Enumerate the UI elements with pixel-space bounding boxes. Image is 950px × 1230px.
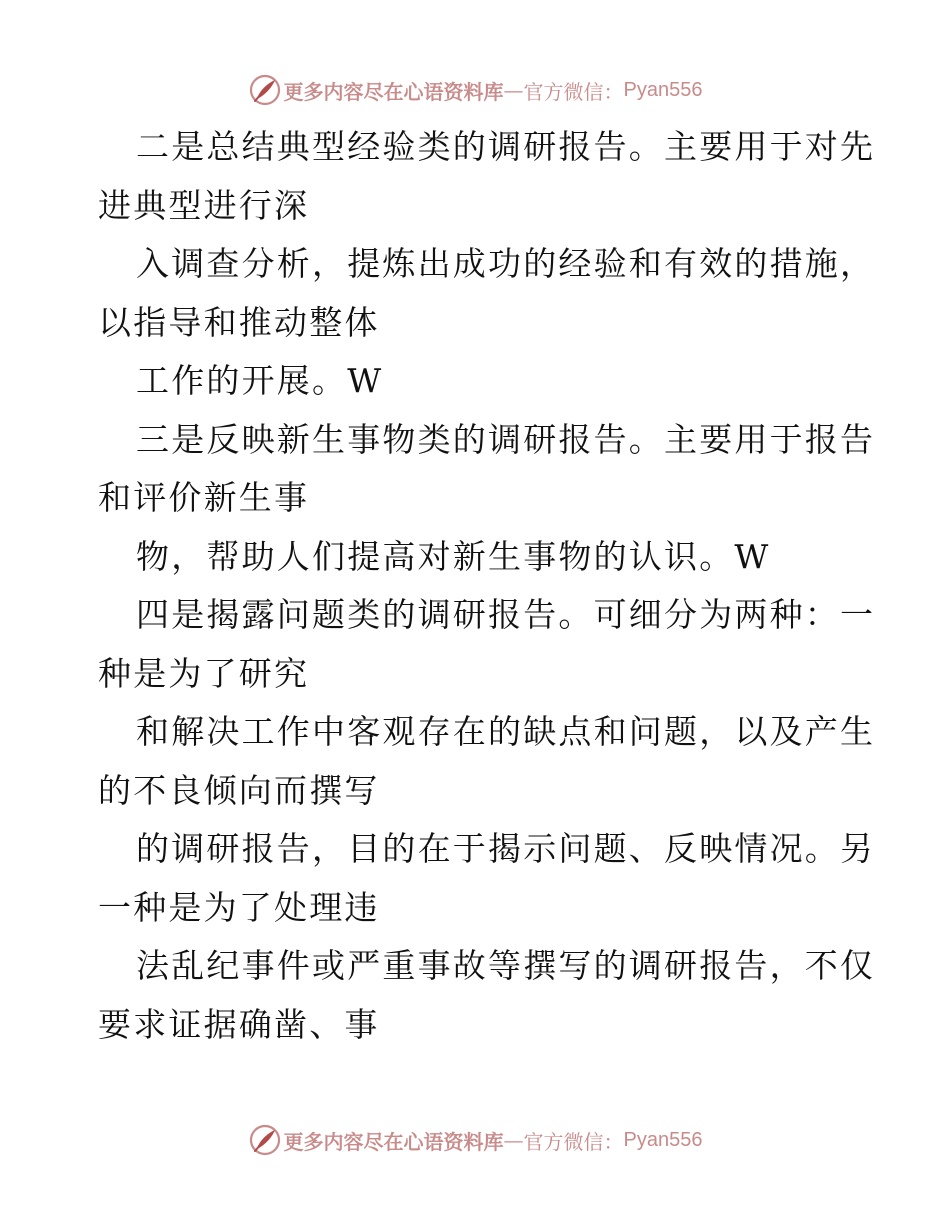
watermark-label: 官方微信：: [523, 79, 624, 104]
text-line: 进典型进行深: [98, 185, 310, 225]
text-line: 一种是为了处理违: [98, 887, 380, 927]
quill-logo-icon: [248, 73, 282, 107]
watermark-wechat-id: Pyan556: [623, 1128, 703, 1151]
text-line: 四是揭露问题类的调研报告。可细分为两种：一: [136, 595, 876, 634]
watermark-separator: —: [503, 78, 524, 102]
text-line: 法乱纪事件或严重事故等撰写的调研报告，不仅: [136, 946, 876, 985]
watermark-wechat-id: Pyan556: [623, 78, 703, 101]
watermark-separator: —: [503, 1128, 524, 1152]
document-body: [98, 118, 876, 1054]
watermark-main-text: 更多内容尽在心语资料库: [283, 1129, 504, 1154]
text-line: 以指导和推动整体: [98, 302, 380, 342]
watermark-label: 官方微信：: [523, 1129, 624, 1154]
text-line: 的不良倾向而撰写: [98, 770, 380, 810]
text-line: 的调研报告，目的在于揭示问题、反映情况。另: [136, 829, 876, 868]
text-line: 工作的开展。W: [136, 361, 384, 400]
quill-logo-icon: [248, 1123, 282, 1157]
text-line: 种是为了研究: [98, 653, 310, 693]
text-line: 和解决工作中客观存在的缺点和问题，以及产生: [136, 712, 876, 751]
footer-watermark: [0, 1120, 950, 1160]
text-line: 二是总结典型经验类的调研报告。主要用于对先: [136, 127, 876, 166]
text-line: 物，帮助人们提高对新生事物的认识。W: [136, 536, 771, 576]
text-line: 要求证据确凿、事: [98, 1004, 380, 1044]
text-line: 三是反映新生事物类的调研报告。主要用于报告: [136, 419, 876, 459]
header-watermark: [0, 70, 950, 110]
text-line: 和评价新生事: [98, 478, 310, 517]
watermark-main-text: 更多内容尽在心语资料库: [283, 79, 504, 104]
text-line: 入调查分析，提炼出成功的经验和有效的措施，: [136, 244, 876, 283]
